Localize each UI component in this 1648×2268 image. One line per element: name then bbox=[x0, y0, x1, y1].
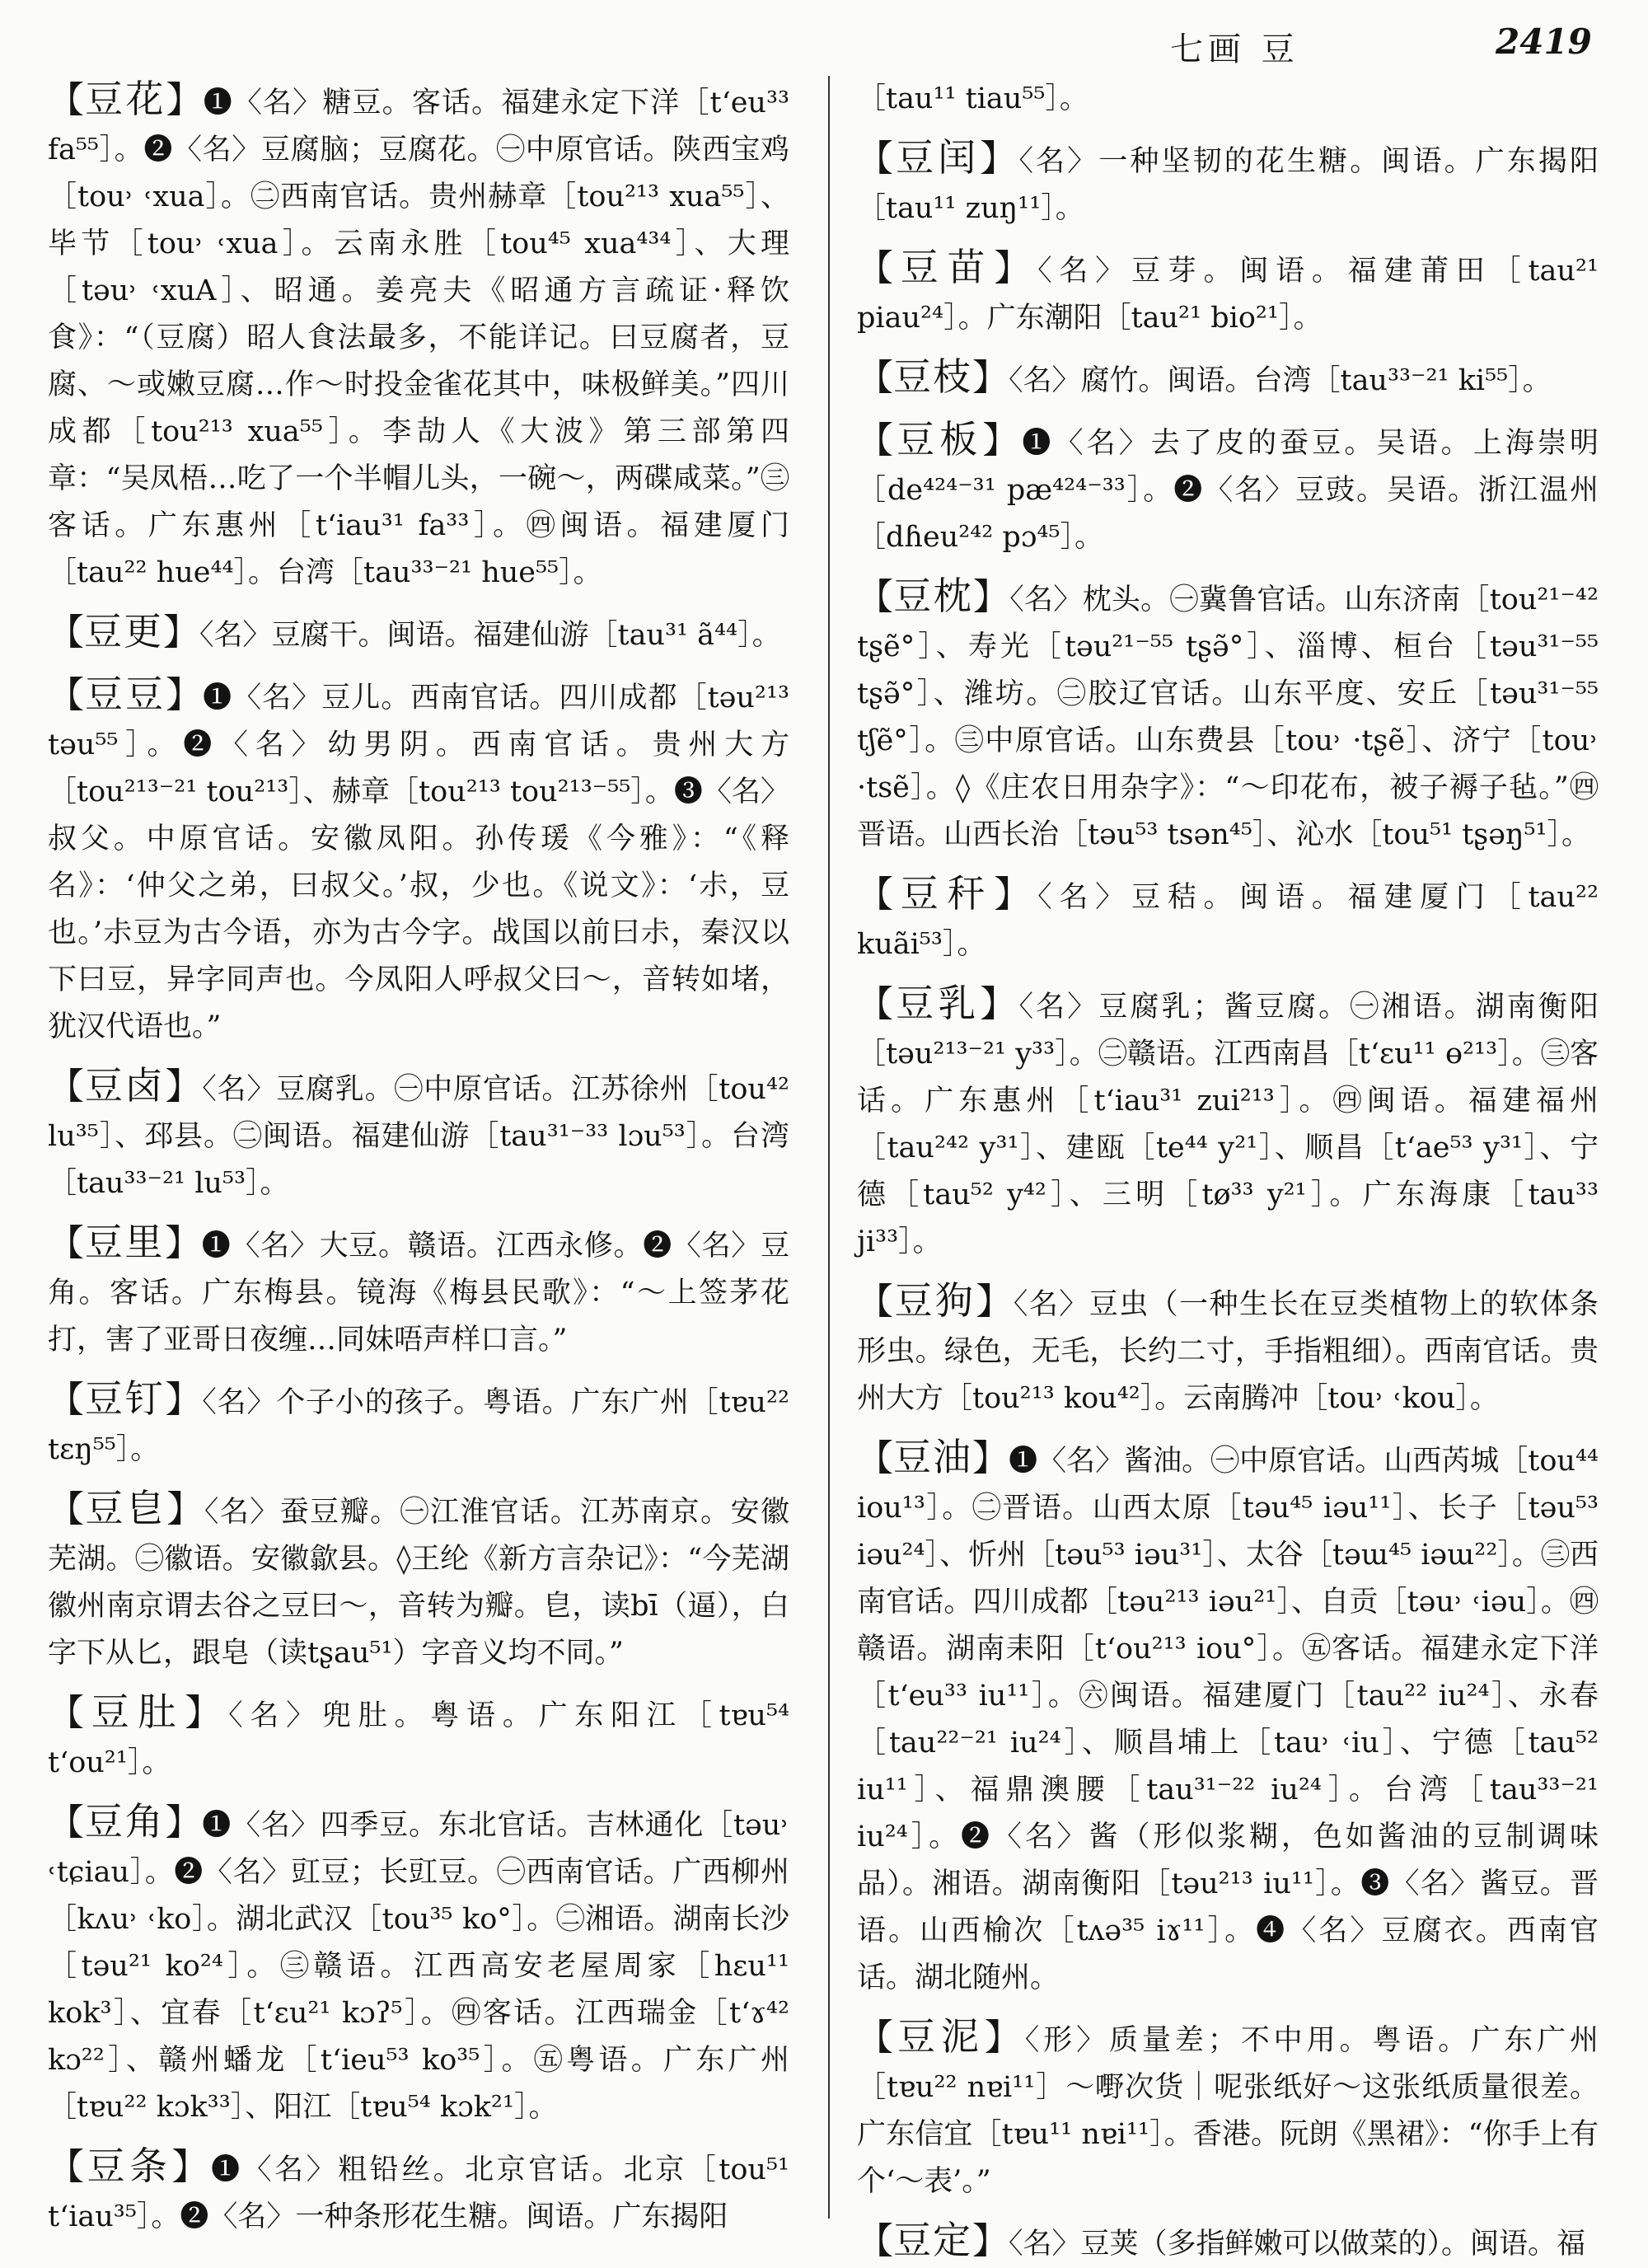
dictionary-entry: 【豆苗】〈名〉豆芽。闽语。福建莆田［tau²¹ piau²⁴］。广东潮阳［tau²¹ bio²¹］。 bbox=[857, 245, 1599, 335]
entry-definition: 〈名〉一种坚韧的花生糖。闽语。广东揭阳［tau¹¹ zuŋ¹¹］。 bbox=[857, 145, 1599, 225]
dictionary-entry: 【豆里】❶〈名〉大豆。赣语。江西永修。❷〈名〉豆角。客话。广东梅县。镜海《梅县民歌》：“～上签茅花打，害了亚哥日夜缠…同妹唔声样口言。” bbox=[48, 1220, 790, 1357]
entry-definition: ❶〈名〉大豆。赣语。江西永修。❷〈名〉豆角。客话。广东梅县。镜海《梅县民歌》：“～上签茅花打，害了亚哥日夜缠…同妹唔声样口言。” bbox=[48, 1230, 790, 1357]
entry-definition: 〈名〉豆腐乳；酱豆腐。㊀湘语。湖南衡阳［təu²¹³⁻²¹ y³³］。㊁赣语。江西南昌［tʻɛu¹¹ ɵ²¹³］。㊂客话。广东惠州［tʻiau³¹ zui²¹³］。㊃闽语。福建福州［tau²⁴² y³¹］、建瓯［te⁴⁴ y²¹］、顺昌［tʻae⁵³ y³¹］、宁德［tau⁵² y⁴²］、三明［tø³³ y²¹］。广东海康［tau³³ ji³³］。 bbox=[857, 991, 1599, 1258]
entry-headword: 豆豆 bbox=[85, 672, 166, 716]
entry-headword: 豆定 bbox=[893, 2218, 972, 2262]
entry-definition: ❶〈名〉酱油。㊀中原官话。山西芮城［tou⁴⁴ iou¹³］。㊁晋语。山西太原［təu⁴⁵ iəu¹¹］、长子［təu⁵³ iəu²⁴］、忻州［təu⁵³ iəu³¹］、太谷［təɯ⁴⁵ iəɯ²²］。㊂西南官话。四川成都［təu²¹³ iəu²¹］、自贡［təu˒ ˓iəu］。㊃赣语。湖南耒阳［tʻou²¹³ iou°］。㊄客话。福建永定下洋［tʻeu³³ iu¹¹］。㊅闽语。福建厦门［tau²² iu²⁴］、永春［tau²²⁻²¹ iu²⁴］、顺昌埔上［tau˒ ˓iu］、宁德［tau⁵² iu¹¹］、福鼎澳腰［tau³¹⁻²² iu²⁴］。台湾［tau³³⁻²¹ iu²⁴］。❷〈名〉酱（形似浆糊，色如酱油的豆制调味品）。湘语。湖南衡阳［təu²¹³ iu¹¹］。❸〈名〉酱豆。晋语。山西榆次［tʌə³⁵ iɤ¹¹］。❹〈名〉豆腐衣。西南官话。湖北随州。 bbox=[857, 1445, 1599, 1994]
entry-headword: 豆钉 bbox=[84, 1376, 166, 1421]
column-divider bbox=[828, 76, 830, 2219]
entry-definition: 〈名〉蚕豆瓣。㊀江淮官话。江苏南京。安徽芜湖。㊁徽语。安徽歙县。◊王纶《新方言杂记》：“今芜湖徽州南京谓去谷之豆曰～，音转为瓣。皀，读bī（逼），白字下从匕，跟皂（读tʂau⁵¹）字音义均不同。” bbox=[48, 1496, 790, 1670]
dictionary-entry: 【豆秆】〈名〉豆秸。闽语。福建厦门［tau²² kuãi⁵³］。 bbox=[857, 871, 1599, 961]
entry-headword: 豆更 bbox=[84, 609, 163, 654]
dictionary-entry: 【豆花】❶〈名〉糖豆。客话。福建永定下洋［tʻeu³³ fa⁵⁵］。❷〈名〉豆腐脑；豆腐花。㊀中原官话。陕西宝鸡［tou˒ ˓xua］。㊁西南官话。贵州赫章［tou²¹³ xua⁵⁵］、毕节［tou˒ ˓xua］。云南永胜［tou⁴⁵ xua⁴³⁴］、大理［təu˒ ˓xuA］、昭通。姜亮夫《昭通方言疏证·释饮食》：“（豆腐）昭人食法最多，不能详记。曰豆腐者，豆腐、～或嫩豆腐…作～时投金雀花其中，味极鲜美。”四川成都［tou²¹³ xua⁵⁵］。李劼人《大波》第三部第四章：“吴凤梧…吃了一个半帽儿头，一碗～，两碟咸菜。”㊂客话。广东惠州［tʻiau³¹ fa³³］。㊃闽语。福建厦门［tau²² hue⁴⁴］。台湾［tau³³⁻²¹ hue⁵⁵］。 bbox=[48, 77, 790, 589]
entry-headword: 豆条 bbox=[87, 2144, 172, 2188]
entry-definition: 〈名〉豆芽。闽语。福建莆田［tau²¹ piau²⁴］。广东潮阳［tau²¹ bio²¹］。 bbox=[857, 255, 1599, 335]
page-number: 2419 bbox=[1496, 21, 1592, 62]
entry-headword: 豆枝 bbox=[893, 354, 972, 399]
entry-definition: ❶〈名〉粗铅丝。北京官话。北京［tou⁵¹ tʻiau³⁵］。❷〈名〉一种条形花生糖。闽语。广东揭阳 bbox=[48, 2153, 790, 2233]
entry-definition: 〈名〉豆腐干。闽语。福建仙游［tau³¹ ã⁴⁴］。 bbox=[199, 619, 781, 652]
entry-definition: ［tau¹¹ tiau⁵⁵］。 bbox=[857, 82, 1089, 115]
entry-definition: 〈名〉个子小的孩子。粤语。广东广州［tɐu²² tɛŋ⁵⁵］。 bbox=[48, 1386, 790, 1466]
dictionary-entry: 【豆乳】〈名〉豆腐乳；酱豆腐。㊀湘语。湖南衡阳［təu²¹³⁻²¹ y³³］。㊁赣语。江西南昌［tʻɛu¹¹ ɵ²¹³］。㊂客话。广东惠州［tʻiau³¹ zui²¹³］。㊃闽语。福建福州［tau²⁴² y³¹］、建瓯［te⁴⁴ y²¹］、顺昌［tʻae⁵³ y³¹］、宁德［tau⁵² y⁴²］、三明［tø³³ y²¹］。广东海康［tau³³ ji³³］。 bbox=[857, 981, 1599, 1258]
entry-definition: ❶〈名〉糖豆。客话。福建永定下洋［tʻeu³³ fa⁵⁵］。❷〈名〉豆腐脑；豆腐花。㊀中原官话。陕西宝鸡［tou˒ ˓xua］。㊁西南官话。贵州赫章［tou²¹³ xua⁵⁵］、毕节［tou˒ ˓xua］。云南永胜［tou⁴⁵ xua⁴³⁴］、大理［təu˒ ˓xuA］、昭通。姜亮夫《昭通方言疏证·释饮食》：“（豆腐）昭人食法最多，不能详记。曰豆腐者，豆腐、～或嫩豆腐…作～时投金雀花其中，味极鲜美。”四川成都［tou²¹³ xua⁵⁵］。李劼人《大波》第三部第四章：“吴凤梧…吃了一个半帽儿头，一碗～，两碟咸菜。”㊂客话。广东惠州［tʻiau³¹ fa³³］。㊃闽语。福建厦门［tau²² hue⁴⁴］。台湾［tau³³⁻²¹ hue⁵⁵］。 bbox=[48, 87, 790, 589]
dictionary-entry: 【豆卤】〈名〉豆腐乳。㊀中原官话。江苏徐州［tou⁴² lu³⁵］、邳县。㊁闽语。福建仙游［tau³¹⁻³³ lɔu⁵³］。台湾［tau³³⁻²¹ lu⁵³］。 bbox=[48, 1063, 790, 1200]
dictionary-entry: 【豆钉】〈名〉个子小的孩子。粤语。广东广州［tɐu²² tɛŋ⁵⁵］。 bbox=[48, 1376, 790, 1466]
dictionary-entry: 【豆定】〈名〉豆荚（多指鲜嫩可以做菜的）。闽语。福 bbox=[857, 2218, 1586, 2262]
dictionary-entry: 【豆油】❶〈名〉酱油。㊀中原官话。山西芮城［tou⁴⁴ iou¹³］。㊁晋语。山西太原［təu⁴⁵ iəu¹¹］、长子［təu⁵³ iəu²⁴］、忻州［təu⁵³ iəu³¹］、太谷［təɯ⁴⁵ iəɯ²²］。㊂西南官话。四川成都［təu²¹³ iəu²¹］、自贡［təu˒ ˓iəu］。㊃赣语。湖南耒阳［tʻou²¹³ iou°］。㊄客话。福建永定下洋［tʻeu³³ iu¹¹］。㊅闽语。福建厦门［tau²² iu²⁴］、永春［tau²²⁻²¹ iu²⁴］、顺昌埔上［tau˒ ˓iu］、宁德［tau⁵² iu¹¹］、福鼎澳腰［tau³¹⁻²² iu²⁴］。台湾［tau³³⁻²¹ iu²⁴］。❷〈名〉酱（形似浆糊，色如酱油的豆制调味品）。湘语。湖南衡阳［təu²¹³ iu¹¹］。❸〈名〉酱豆。晋语。山西榆次［tʌə³⁵ iɤ¹¹］。❹〈名〉豆腐衣。西南官话。湖北随州。 bbox=[857, 1435, 1599, 1994]
entry-headword: 豆闰 bbox=[896, 135, 981, 180]
entry-headword: 豆泥 bbox=[897, 2014, 985, 2059]
entry-headword: 豆油 bbox=[893, 1435, 973, 1479]
entry-definition: ❶〈名〉豆儿。西南官话。四川成都［təu²¹³ təu⁵⁵］。❷〈名〉幼男阴。西南官话。贵州大方［tou²¹³⁻²¹ tou²¹³］、赫章［tou²¹³ tou²¹³⁻⁵⁵］。❸〈名〉叔父。中原官话。安徽凤阳。孙传瑗《今雅》：“《释名》：‘仲父之弟，曰叔父。’叔，少也。《说文》：‘尗，豆也。’尗豆为古今语，亦为古今字。战国以前曰尗，秦汉以下曰豆，异字同声也。今凤阳人呼叔父曰～，音转如堵，犹汉代语也。” bbox=[48, 682, 790, 1043]
entry-headword: 豆狗 bbox=[894, 1278, 976, 1323]
entry-headword: 豆卤 bbox=[84, 1063, 166, 1108]
dictionary-entry: 【豆豆】❶〈名〉豆儿。西南官话。四川成都［təu²¹³ təu⁵⁵］。❷〈名〉幼男阴。西南官话。贵州大方［tou²¹³⁻²¹ tou²¹³］、赫章［tou²¹³ tou²¹³⁻⁵⁵］。❸〈名〉叔父。中原官话。安徽凤阳。孙传瑗《今雅》：“《释名》：‘仲父之弟，曰叔父。’叔，少也。《说文》：‘尗，豆也。’尗豆为古今语，亦为古今字。战国以前曰尗，秦汉以下曰豆，异字同声也。今凤阳人呼叔父曰～，音转如堵，犹汉代语也。” bbox=[48, 672, 790, 1043]
entry-definition: 〈名〉豆腐乳。㊀中原官话。江苏徐州［tou⁴² lu³⁵］、邳县。㊁闽语。福建仙游［tau³¹⁻³³ lɔu⁵³］。台湾［tau³³⁻²¹ lu⁵³］。 bbox=[48, 1073, 790, 1200]
entry-definition: ❶〈名〉四季豆。东北官话。吉林通化［təu˒ ˓tɕiau］。❷〈名〉豇豆；长豇豆。㊀西南官话。广西柳州［kʌu˒ ˓ko］。湖北武汉［tou³⁵ ko°］。㊁湘语。湖南长沙［təu²¹ ko²⁴］。㊂赣语。江西高安老屋周家［hɛu¹¹ kok³］、宜春［tʻɛu²¹ kɔʔ⁵］。㊃客话。江西瑞金［tʻɤ⁴² kɔ²²］、赣州蟠龙［tʻieu⁵³ ko³⁵］。㊄粤语。广东广州［tɐu²² kɔk³³］、阳江［tɐu⁵⁴ kɔk²¹］。 bbox=[48, 1809, 790, 2124]
entry-headword: 豆里 bbox=[84, 1220, 166, 1264]
right-column bbox=[857, 76, 1599, 2262]
entry-headword: 豆秆 bbox=[900, 871, 995, 916]
dictionary-entry: 【豆肚】〈名〉兜肚。粤语。广东阳江［tɐu⁵⁴ tʻou²¹］。 bbox=[48, 1689, 790, 1779]
entry-continuation bbox=[857, 76, 1599, 123]
entry-headword: 豆乳 bbox=[896, 981, 981, 1025]
entry-definition: 〈形〉质量差；不中用。粤语。广东广州［tɐu²² nɐi¹¹］～嘢次货｜呢张纸好～这张纸质量很差。广东信宜［tɐu¹¹ nɐi¹¹］。香港。阮朗《黑裙》：“你手上有个‘～表’。” bbox=[857, 2024, 1599, 2198]
dictionary-entry: 【豆板】❶〈名〉去了皮的蚕豆。吴语。上海崇明［de⁴²⁴⁻³¹ pæ⁴²⁴⁻³³］。❷〈名〉豆豉。吴语。浙江温州［dɦeu²⁴² pɔ⁴⁵］。 bbox=[857, 417, 1599, 554]
entry-definition: 〈名〉兜肚。粤语。广东阳江［tɐu⁵⁴ tʻou²¹］。 bbox=[48, 1699, 790, 1779]
dictionary-entry: 【豆枕】〈名〉枕头。㊀冀鲁官话。山东济南［tou²¹⁻⁴² tʂẽ°］、寿光［təu²¹⁻⁵⁵ tʂə̃°］、淄博、桓台［təu³¹⁻⁵⁵ tʂə̃°］、潍坊。㊁胶辽官话。山东平度、安丘［təu³¹⁻⁵⁵ tʃẽ°］。㊂中原官话。山东费县［tou˒ ·tʂẽ］、济宁［tou˒ ·tsẽ］。◊《庄农日用杂字》：“～印花布，被子褥子毡。”㊃晋语。山西长治［təu⁵³ tsən⁴⁵］、沁水［tou⁵¹ tʂəŋ⁵¹］。 bbox=[857, 574, 1599, 851]
entry-headword: 豆板 bbox=[897, 417, 983, 462]
entry-definition: ❶〈名〉去了皮的蚕豆。吴语。上海崇明［de⁴²⁴⁻³¹ pæ⁴²⁴⁻³³］。❷〈名〉豆豉。吴语。浙江温州［dɦeu²⁴² pɔ⁴⁵］。 bbox=[857, 427, 1599, 554]
entry-definition: 〈名〉豆秸。闽语。福建厦门［tau²² kuãi⁵³］。 bbox=[857, 881, 1599, 961]
entry-definition: 〈名〉枕头。㊀冀鲁官话。山东济南［tou²¹⁻⁴² tʂẽ°］、寿光［təu²¹⁻⁵⁵ tʂə̃°］、淄博、桓台［təu³¹⁻⁵⁵ tʂə̃°］、潍坊。㊁胶辽官话。山东平度、安丘［təu³¹⁻⁵⁵ tʃẽ°］。㊂中原官话。山东费县［tou˒ ·tʂẽ］、济宁［tou˒ ·tsẽ］。◊《庄农日用杂字》：“～印花布，被子褥子毡。”㊃晋语。山西长治［təu⁵³ tsən⁴⁵］、沁水［tou⁵¹ tʂəŋ⁵¹］。 bbox=[857, 583, 1599, 851]
dictionary-entry: 【豆枝】〈名〉腐竹。闽语。台湾［tau³³⁻²¹ ki⁵⁵］。 bbox=[857, 354, 1552, 399]
entry-headword: 豆枕 bbox=[893, 574, 973, 618]
dictionary-entry: 【豆闰】〈名〉一种坚韧的花生糖。闽语。广东揭阳［tau¹¹ zuŋ¹¹］。 bbox=[857, 135, 1599, 225]
section-title: 七画 豆 bbox=[1170, 30, 1299, 68]
entry-definition: 〈名〉腐竹。闽语。台湾［tau³³⁻²¹ ki⁵⁵］。 bbox=[1009, 364, 1552, 397]
dictionary-entry: 【豆更】〈名〉豆腐干。闽语。福建仙游［tau³¹ ã⁴⁴］。 bbox=[48, 609, 781, 654]
left-column bbox=[48, 76, 790, 2233]
entry-definition: 〈名〉豆荚（多指鲜嫩可以做菜的）。闽语。福 bbox=[1009, 2228, 1586, 2261]
dictionary-entry: 【豆条】❶〈名〉粗铅丝。北京官话。北京［tou⁵¹ tʻiau³⁵］。❷〈名〉一种条形花生糖。闽语。广东揭阳 bbox=[48, 2144, 790, 2233]
entry-headword: 豆苗 bbox=[900, 245, 995, 289]
dictionary-entry: 【豆泥】〈形〉质量差；不中用。粤语。广东广州［tɐu²² nɐi¹¹］～嘢次货｜呢张纸好～这张纸质量很差。广东信宜［tɐu¹¹ nɐi¹¹］。香港。阮朗《黑裙》：“你手上有个‘～表’。” bbox=[857, 2014, 1599, 2198]
dictionary-entry: 【豆皀】〈名〉蚕豆瓣。㊀江淮官话。江苏南京。安徽芜湖。㊁徽语。安徽歙县。◊王纶《新方言杂记》：“今芜湖徽州南京谓去谷之豆曰～，音转为瓣。皀，读bī（逼），白字下从匕，跟皂（读tʂau⁵¹）字音义均不同。” bbox=[48, 1486, 790, 1670]
entry-headword: 豆肚 bbox=[91, 1689, 185, 1734]
entry-headword: 豆角 bbox=[84, 1799, 166, 1844]
entry-definition: 〈名〉豆虫（一种生长在豆类植物上的软体条形虫。绿色，无毛，长约二寸，手指粗细）。西南官话。贵州大方［tou²¹³ kou⁴²］。云南腾冲［tou˒ ˓kou］。 bbox=[857, 1288, 1599, 1415]
entry-headword: 豆皀 bbox=[85, 1486, 167, 1530]
page-header bbox=[0, 18, 1648, 68]
entry-headword: 豆花 bbox=[85, 77, 166, 121]
dictionary-entry: 【豆狗】〈名〉豆虫（一种生长在豆类植物上的软体条形虫。绿色，无毛，长约二寸，手指粗细）。西南官话。贵州大方［tou²¹³ kou⁴²］。云南腾冲［tou˒ ˓kou］。 bbox=[857, 1278, 1599, 1415]
dictionary-entry: 【豆角】❶〈名〉四季豆。东北官话。吉林通化［təu˒ ˓tɕiau］。❷〈名〉豇豆；长豇豆。㊀西南官话。广西柳州［kʌu˒ ˓ko］。湖北武汉［tou³⁵ ko°］。㊁湘语。湖南长沙［təu²¹ ko²⁴］。㊂赣语。江西高安老屋周家［hɛu¹¹ kok³］、宜春［tʻɛu²¹ kɔʔ⁵］。㊃客话。江西瑞金［tʻɤ⁴² kɔ²²］、赣州蟠龙［tʻieu⁵³ ko³⁵］。㊄粤语。广东广州［tɐu²² kɔk³³］、阳江［tɐu⁵⁴ kɔk²¹］。 bbox=[48, 1799, 790, 2124]
